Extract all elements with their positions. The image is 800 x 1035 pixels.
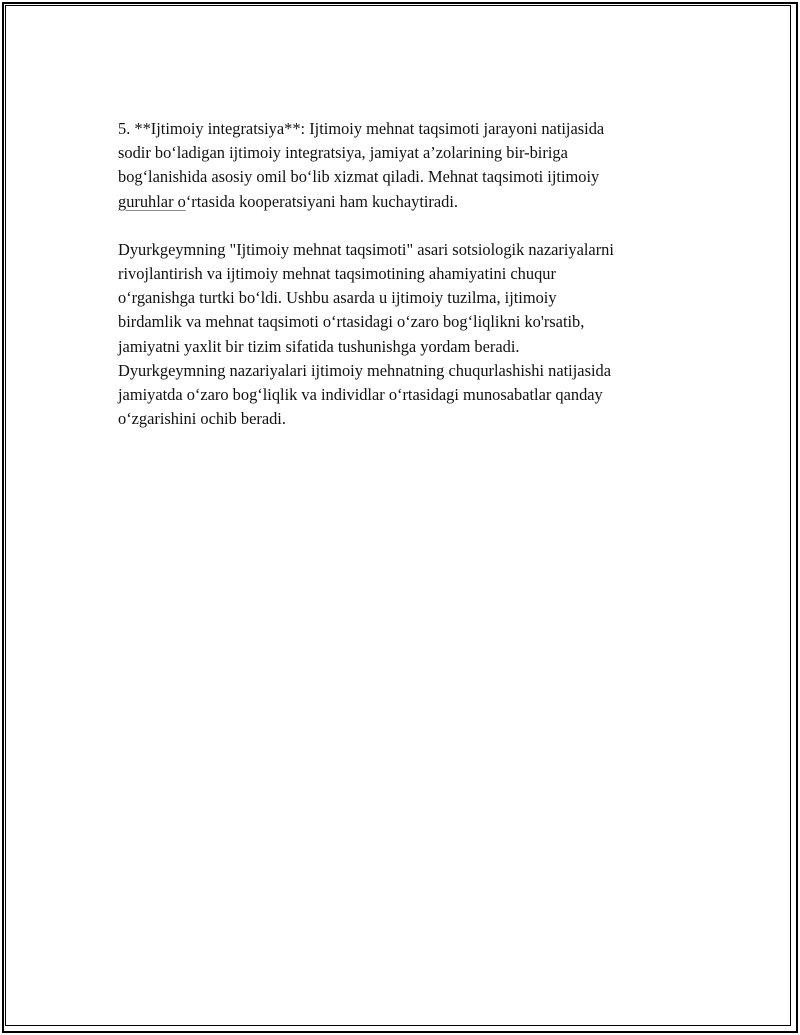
paragraph-durkheim-summary: [118, 238, 684, 432]
text-line: bog‘lanishida asosiy omil bo‘lib xizmat qiladi. Mehnat taqsimoti ijtimoiy: [118, 167, 600, 187]
text-line: Dyurkgeymning "Ijtimoiy mehnat taqsimoti" asari sotsiologik nazariyalarni: [118, 239, 614, 259]
document-body: [118, 117, 684, 431]
text-line: rivojlantirish va ijtimoiy mehnat taqsimotining ahamiyatini chuqur: [118, 264, 556, 284]
text-line: o‘rganishga turtki bo‘ldi. Ushbu asarda u ijtimoiy tuzilma, ijtimoiy: [118, 288, 557, 308]
text-line-rest: ‘rtasida kooperatsiyani ham kuchaytiradi.: [185, 191, 459, 211]
text-line: birdamlik va mehnat taqsimoti o‘rtasidagi o‘zaro bog‘liqlikni ko'rsatib,: [118, 312, 585, 332]
text-line: 5. **Ijtimoiy integratsiya**: Ijtimoiy mehnat taqsimoti jarayoni natijasida: [118, 119, 605, 138]
text-line: [118, 190, 684, 214]
underlined-text: guruhlar o: [118, 191, 186, 211]
text-line: jamiyatni yaxlit bir tizim sifatida tushunishga yordam beradi.: [118, 336, 520, 356]
text-line: sodir bo‘ladigan ijtimoiy integratsiya, jamiyat a’zolarining bir-biriga: [118, 143, 568, 163]
paragraph-social-integration: [118, 117, 684, 214]
text-line: jamiyatda o‘zaro bog‘liqlik va individlar o‘rtasidagi munosabatlar qanday: [118, 385, 603, 405]
text-line: o‘zgarishini ochib beradi.: [118, 409, 286, 429]
text-line: Dyurkgeymning nazariyalari ijtimoiy mehnatning chuqurlashishi natijasida: [118, 360, 611, 380]
